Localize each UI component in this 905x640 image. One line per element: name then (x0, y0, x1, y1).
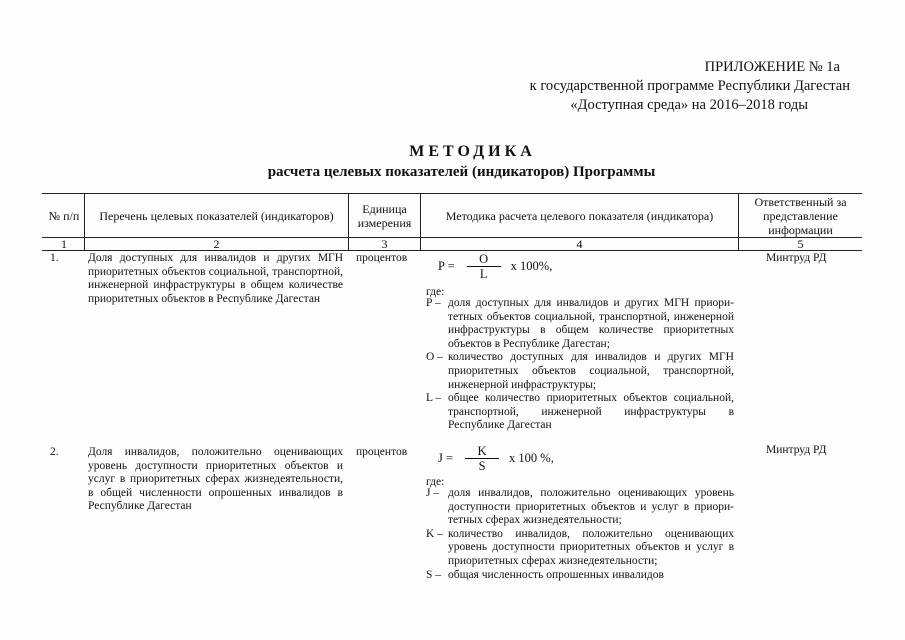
row1-formula (438, 252, 552, 281)
row2-numerator: K (477, 444, 487, 458)
row1-formula-lhs: P = (438, 259, 455, 273)
appendix-number: ПРИЛОЖЕНИЕ № 1а (704, 59, 840, 75)
def-text: количество инвалидов, положительно оценивающих уровень доступности приоритетных объектов и услуг в приоритетных сферах жизнедеятельности; (448, 527, 734, 567)
row1-where: где: (426, 286, 445, 298)
row2-num: 2. (50, 446, 59, 458)
list-item (426, 487, 734, 528)
title-subheading: расчета целевых показателей (индикаторов) Программы (267, 164, 656, 180)
def-symbol: P – (426, 297, 441, 309)
row2-responsible: Минтруд РД (766, 444, 827, 456)
appendix-block (420, 58, 850, 115)
row2-formula-lhs: J = (438, 451, 454, 465)
list-item (426, 569, 734, 583)
list-item (426, 392, 734, 433)
def-text: количество доступных для инвалидов и других МГН приоритетных объектов социальной, транспортной, инженерной инфраструктуры; (448, 351, 734, 391)
header-unit: Единица измерения (357, 201, 412, 230)
list-item (426, 528, 734, 569)
row2-unit: процентов (356, 446, 408, 458)
appendix-period: «Доступная среда» на 2016–2018 годы (570, 97, 808, 113)
colnum-3: 3 (381, 237, 388, 251)
def-symbol: L – (426, 392, 442, 405)
row1-formula-rhs: x 100%, (510, 259, 553, 273)
row1-numerator: O (479, 252, 489, 266)
title-heading: МЕТОДИКА (409, 143, 536, 160)
def-text: общее количество приоритетных объектов социальной, транспортной, инженерной инфраструктуры в Республике Дагестан (448, 392, 734, 432)
header-responsible: Ответственный за представление информации (754, 194, 847, 237)
row2-formula-fraction (465, 444, 499, 473)
def-symbol: S – (426, 568, 442, 581)
document-title (0, 142, 905, 182)
def-symbol: K – (426, 527, 443, 540)
list-item (426, 351, 734, 392)
colnum-5: 5 (797, 237, 804, 251)
list-item (426, 297, 734, 351)
colnum-1: 1 (61, 237, 67, 251)
def-text: доля инвалидов, положительно оценивающих уровень доступности приоритетных объектов и услуг в приоритетных сферах жизнедеятельности; (448, 487, 734, 527)
row1-indicator: Доля доступных для инвалидов и других МГН приоритетных объектов социальной, транспортной, инженерной инфраструктуры в общем количестве приоритетных объектов в Республике Дагестан (88, 252, 343, 305)
row2-where: где: (426, 476, 445, 488)
row1-num: 1. (50, 252, 59, 264)
header-indicator: Перечень целевых показателей (индикаторов) (99, 208, 334, 223)
row2-indicator: Доля инвалидов, положительно оценивающих уровень доступности приоритетных объектов и услуг в приоритетных сферах жизнедеятельности, в общей численности опрошенных инвалидов в Республике Дагестан (88, 446, 343, 513)
row2-formula-rhs: x 100 %, (509, 451, 554, 465)
appendix-program: к государственной программе Республики Дагестан (529, 78, 850, 94)
row1-formula-fraction (467, 252, 501, 281)
def-symbol: J – (426, 487, 440, 499)
row1-definitions (426, 297, 734, 433)
row1-unit: процентов (356, 252, 408, 264)
row2-denominator: S (478, 459, 486, 473)
header-num: № п/п (48, 208, 80, 223)
colnum-2: 2 (213, 237, 220, 251)
row1-responsible: Минтруд РД (766, 252, 827, 264)
def-symbol: O – (426, 351, 443, 364)
header-method: Методика расчета целевого показателя (индикатора) (445, 208, 714, 223)
colnum-4: 4 (576, 237, 583, 251)
def-text: общая численность опрошенных инвалидов (448, 568, 664, 581)
row1-denominator: L (479, 267, 488, 281)
row2-definitions (426, 487, 734, 582)
row2-formula (438, 444, 554, 473)
def-text: доля доступных для инвалидов и других МГН приоритетных объектов социальной, транспортной, инженерной инфраструктуры в общем количестве приоритетных объектов в Республике Дагестан; (448, 297, 734, 350)
